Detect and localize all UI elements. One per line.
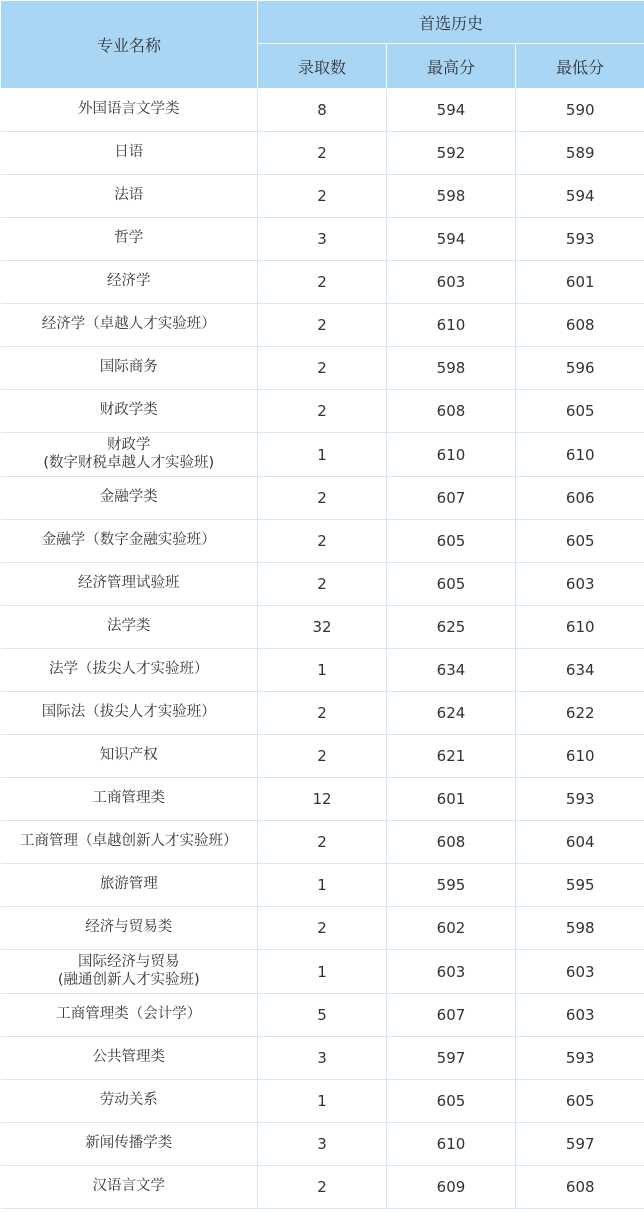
major-name-line: 经济学（卓越人才实验班）	[41, 316, 216, 333]
major-name-cell	[1, 520, 258, 563]
highest-score-cell: 605	[387, 1080, 516, 1123]
lowest-score-cell: 610	[516, 606, 644, 649]
highest-score-cell: 607	[387, 477, 516, 520]
lowest-score-cell: 590	[516, 89, 644, 132]
admitted-count-cell: 2	[258, 132, 387, 175]
admitted-count-cell: 3	[258, 218, 387, 261]
table-row	[1, 520, 644, 563]
admitted-count-cell: 1	[258, 864, 387, 907]
major-name-line: 国际法（拔尖人才实验班）	[41, 704, 216, 721]
high-score-column-header: 最高分	[387, 44, 516, 89]
highest-score-cell: 625	[387, 606, 516, 649]
table-row	[1, 1080, 644, 1123]
lowest-score-cell: 596	[516, 347, 644, 390]
lowest-score-cell: 605	[516, 390, 644, 433]
table-row	[1, 1123, 644, 1166]
major-name-line: 国际商务	[99, 359, 158, 376]
highest-score-cell: 605	[387, 520, 516, 563]
table-row	[1, 1166, 644, 1209]
highest-score-cell: 634	[387, 649, 516, 692]
table-row	[1, 89, 644, 132]
highest-score-cell: 605	[387, 563, 516, 606]
table-row	[1, 1037, 644, 1080]
table-row	[1, 994, 644, 1037]
major-name-cell	[1, 1123, 258, 1166]
major-name-line: 金融学（数字金融实验班）	[41, 532, 216, 549]
admitted-count-cell: 1	[258, 1080, 387, 1123]
major-name-line: 劳动关系	[99, 1092, 158, 1109]
lowest-score-cell: 605	[516, 1080, 644, 1123]
lowest-score-cell: 594	[516, 175, 644, 218]
table-row	[1, 477, 644, 520]
major-name-cell	[1, 433, 258, 477]
admitted-count-cell: 2	[258, 347, 387, 390]
table-row	[1, 821, 644, 864]
major-name-line: (数字财税卓越人才实验班)	[43, 454, 215, 471]
table-row	[1, 649, 644, 692]
major-name-cell	[1, 304, 258, 347]
major-name-line: 金融学类	[99, 489, 158, 506]
admitted-count-cell: 32	[258, 606, 387, 649]
admitted-count-cell: 1	[258, 950, 387, 994]
low-score-column-header: 最低分	[516, 44, 644, 89]
admitted-count-cell: 3	[258, 1037, 387, 1080]
admitted-count-cell: 2	[258, 175, 387, 218]
highest-score-cell: 595	[387, 864, 516, 907]
major-name-cell	[1, 778, 258, 821]
major-name-cell	[1, 261, 258, 304]
highest-score-cell: 603	[387, 950, 516, 994]
major-name-cell	[1, 649, 258, 692]
major-name-cell	[1, 994, 258, 1037]
major-name-cell	[1, 175, 258, 218]
lowest-score-cell: 597	[516, 1123, 644, 1166]
lowest-score-cell: 593	[516, 778, 644, 821]
lowest-score-cell: 593	[516, 1037, 644, 1080]
lowest-score-cell: 589	[516, 132, 644, 175]
admitted-count-cell: 2	[258, 907, 387, 950]
major-name-line: 经济与贸易类	[85, 919, 173, 936]
table-row	[1, 347, 644, 390]
lowest-score-cell: 595	[516, 864, 644, 907]
major-name-line: 外国语言文学类	[78, 101, 180, 118]
major-name-line: 知识产权	[99, 747, 158, 764]
admitted-count-cell: 2	[258, 520, 387, 563]
table-row	[1, 907, 644, 950]
table-row	[1, 433, 644, 477]
major-name-cell	[1, 692, 258, 735]
admitted-count-cell: 5	[258, 994, 387, 1037]
major-name-line: 经济学	[107, 273, 151, 290]
admitted-count-cell: 3	[258, 1123, 387, 1166]
major-name-line: 日语	[114, 144, 144, 161]
major-name-cell	[1, 89, 258, 132]
table-row	[1, 175, 644, 218]
major-name-line: 新闻传播学类	[85, 1135, 173, 1152]
major-name-line: 公共管理类	[92, 1049, 165, 1066]
lowest-score-cell: 608	[516, 304, 644, 347]
major-name-line: 财政学	[107, 437, 151, 454]
highest-score-cell: 610	[387, 304, 516, 347]
major-name-line: 法学（拔尖人才实验班）	[49, 661, 209, 678]
lowest-score-cell: 605	[516, 520, 644, 563]
admitted-count-cell: 12	[258, 778, 387, 821]
lowest-score-cell: 634	[516, 649, 644, 692]
major-name-cell	[1, 347, 258, 390]
highest-score-cell: 608	[387, 390, 516, 433]
lowest-score-cell: 610	[516, 433, 644, 477]
table-row	[1, 390, 644, 433]
lowest-score-cell: 622	[516, 692, 644, 735]
major-name-line: 工商管理（卓越创新人才实验班）	[20, 833, 238, 850]
admitted-count-cell: 2	[258, 261, 387, 304]
major-name-cell	[1, 606, 258, 649]
major-name-line: 工商管理类（会计学）	[56, 1006, 202, 1023]
table-row	[1, 692, 644, 735]
major-column-header: 专业名称	[1, 1, 258, 89]
highest-score-cell: 609	[387, 1166, 516, 1209]
admitted-count-cell: 2	[258, 390, 387, 433]
major-name-line: 财政学类	[99, 402, 158, 419]
major-name-cell	[1, 390, 258, 433]
highest-score-cell: 598	[387, 347, 516, 390]
admitted-count-cell: 2	[258, 692, 387, 735]
lowest-score-cell: 604	[516, 821, 644, 864]
major-name-cell	[1, 735, 258, 778]
highest-score-cell: 610	[387, 433, 516, 477]
lowest-score-cell: 603	[516, 563, 644, 606]
highest-score-cell: 608	[387, 821, 516, 864]
major-name-cell	[1, 1080, 258, 1123]
table-row	[1, 606, 644, 649]
major-name-line: (融通创新人才实验班)	[57, 971, 200, 988]
table-row	[1, 218, 644, 261]
table-header	[1, 1, 644, 89]
table-row	[1, 563, 644, 606]
history-group-header: 首选历史	[258, 1, 644, 44]
lowest-score-cell: 606	[516, 477, 644, 520]
major-name-cell	[1, 477, 258, 520]
major-name-cell	[1, 864, 258, 907]
table-row	[1, 304, 644, 347]
major-name-line: 法语	[114, 187, 144, 204]
highest-score-cell: 624	[387, 692, 516, 735]
major-name-line: 旅游管理	[99, 876, 158, 893]
highest-score-cell: 597	[387, 1037, 516, 1080]
highest-score-cell: 607	[387, 994, 516, 1037]
table-body	[1, 89, 644, 1209]
lowest-score-cell: 601	[516, 261, 644, 304]
highest-score-cell: 592	[387, 132, 516, 175]
major-name-line: 经济管理试验班	[78, 575, 180, 592]
highest-score-cell: 610	[387, 1123, 516, 1166]
lowest-score-cell: 603	[516, 994, 644, 1037]
table-row	[1, 735, 644, 778]
major-name-cell	[1, 218, 258, 261]
major-name-cell	[1, 950, 258, 994]
admitted-count-cell: 2	[258, 735, 387, 778]
major-name-cell	[1, 1037, 258, 1080]
highest-score-cell: 598	[387, 175, 516, 218]
admitted-count-cell: 2	[258, 477, 387, 520]
admitted-count-cell: 8	[258, 89, 387, 132]
table-row	[1, 132, 644, 175]
major-name-cell	[1, 907, 258, 950]
major-name-line: 国际经济与贸易	[78, 954, 180, 971]
major-name-line: 哲学	[114, 230, 144, 247]
admitted-count-cell: 2	[258, 563, 387, 606]
major-name-line: 汉语言文学	[92, 1178, 165, 1195]
admitted-count-cell: 2	[258, 1166, 387, 1209]
table-row	[1, 950, 644, 994]
lowest-score-cell: 593	[516, 218, 644, 261]
highest-score-cell: 594	[387, 218, 516, 261]
highest-score-cell: 603	[387, 261, 516, 304]
highest-score-cell: 602	[387, 907, 516, 950]
highest-score-cell: 601	[387, 778, 516, 821]
table-row	[1, 864, 644, 907]
admitted-count-cell: 2	[258, 821, 387, 864]
lowest-score-cell: 610	[516, 735, 644, 778]
lowest-score-cell: 608	[516, 1166, 644, 1209]
admitted-count-cell: 2	[258, 304, 387, 347]
major-name-cell	[1, 1166, 258, 1209]
major-name-cell	[1, 563, 258, 606]
table-row	[1, 261, 644, 304]
highest-score-cell: 594	[387, 89, 516, 132]
lowest-score-cell: 603	[516, 950, 644, 994]
highest-score-cell: 621	[387, 735, 516, 778]
major-name-line: 法学类	[107, 618, 151, 635]
table-row	[1, 778, 644, 821]
admitted-count-cell: 1	[258, 649, 387, 692]
count-column-header: 录取数	[258, 44, 387, 89]
major-name-line: 工商管理类	[92, 790, 165, 807]
lowest-score-cell: 598	[516, 907, 644, 950]
major-name-cell	[1, 821, 258, 864]
admitted-count-cell: 1	[258, 433, 387, 477]
major-name-cell	[1, 132, 258, 175]
